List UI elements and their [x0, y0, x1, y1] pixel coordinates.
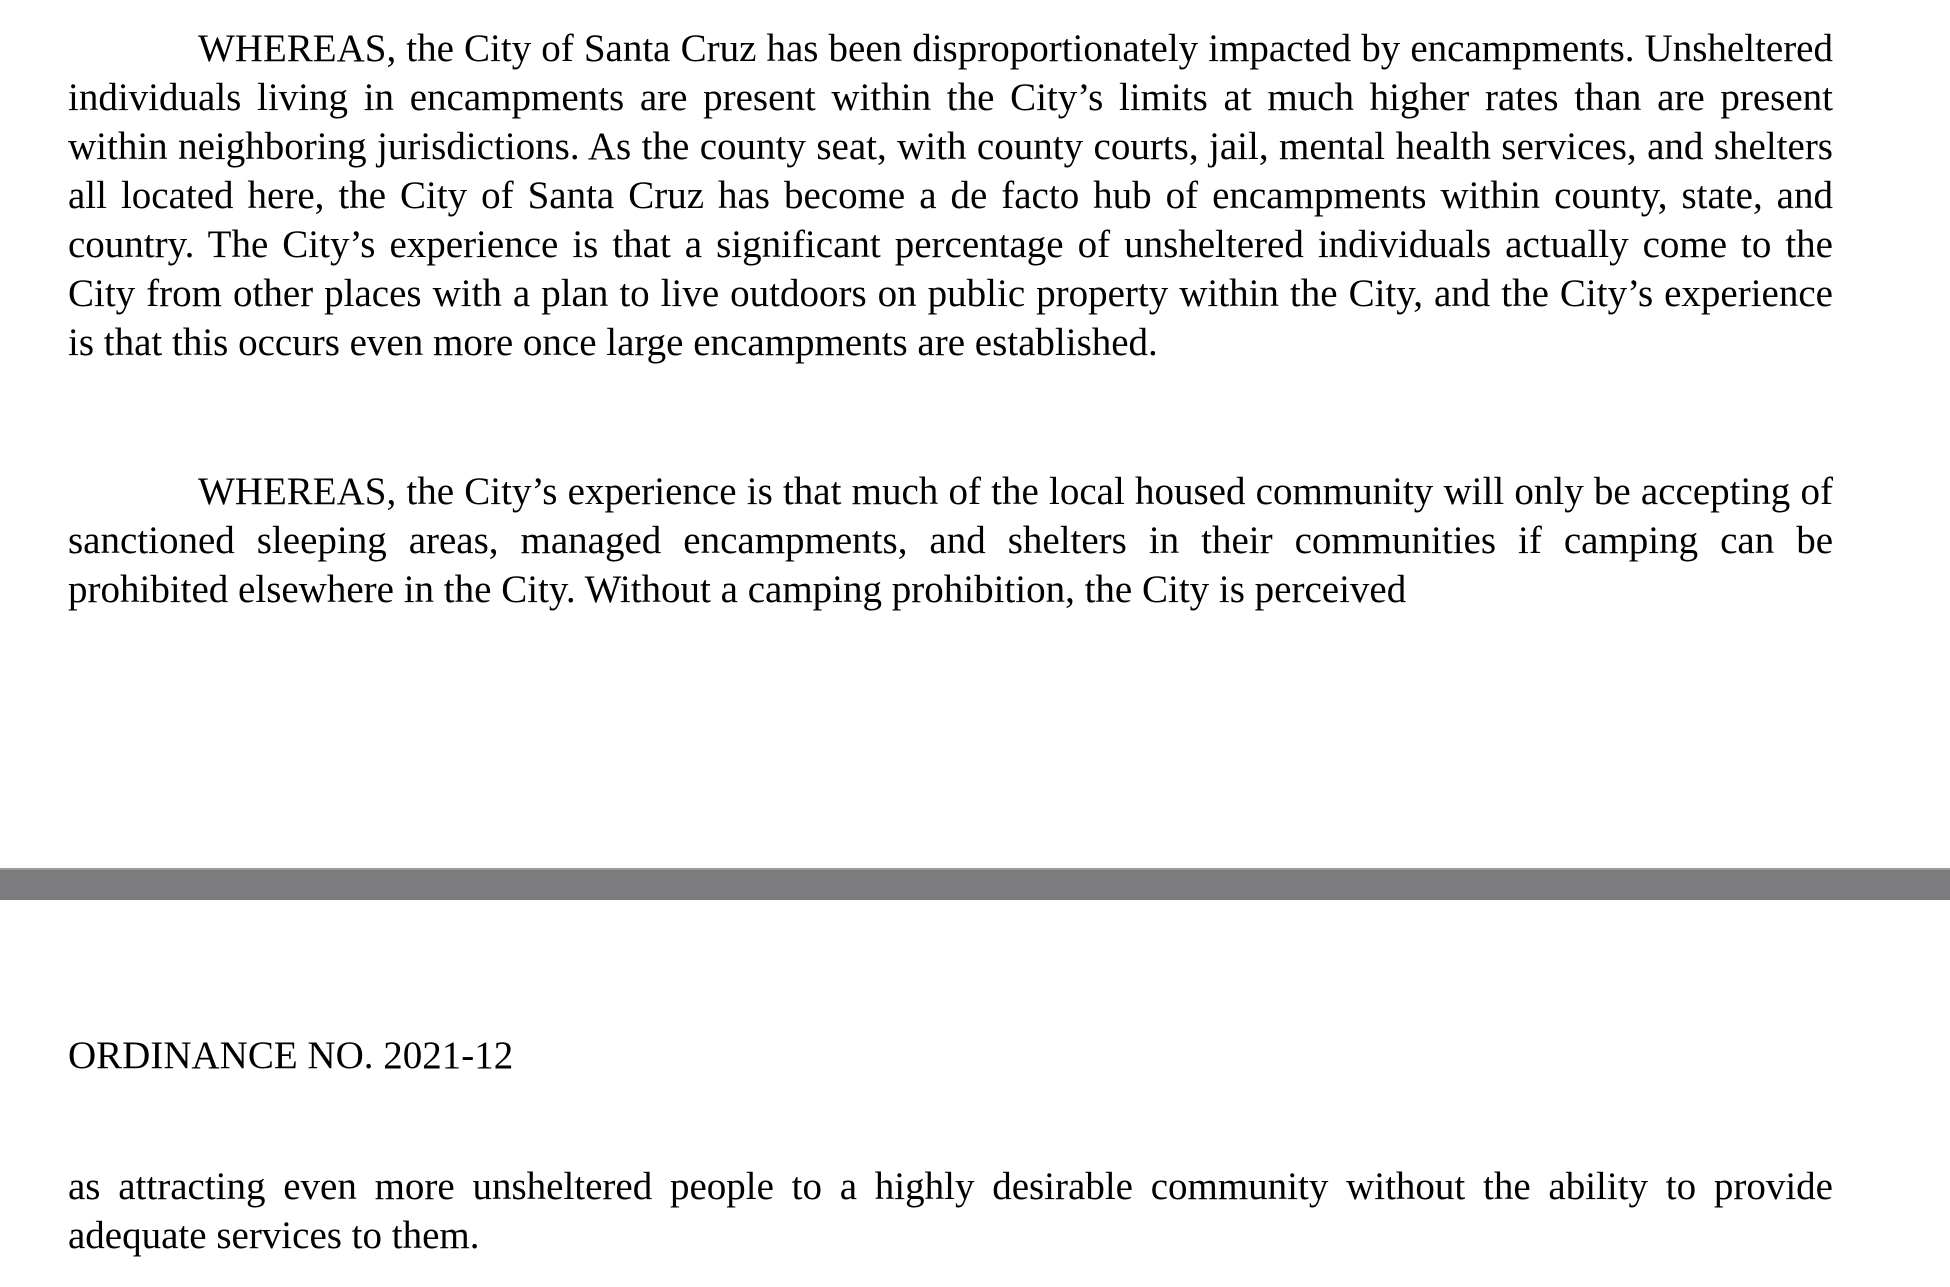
whereas-paragraph-encampments: WHEREAS, the City of Santa Cruz has been disproportionately impacted by encampments. Unsheltered individuals living in encampments are present within the City’s limits at much higher rates than are present within neighboring jurisdictions. As the county seat, with county courts, jail, mental health services, and shelters all located here, the City of Santa Cruz has become a de facto hub of encampments within county, state, and country. The City’s experience is that a significant percentage of unsheltered individuals actually come to the City from other places with a plan to live outdoors on public property within the City, and the City’s experience is that this occurs even more once large encampments are established.: [68, 27, 1833, 364]
continued-paragraph: as attracting even more unsheltered people to a highly desirable community without the ability to provide adequate services to them.: [68, 1165, 1833, 1257]
page-break-divider: [0, 868, 1950, 900]
ordinance-number-header: ORDINANCE NO. 2021-12: [68, 1034, 514, 1077]
whereas-paragraph-community: WHEREAS, the City’s experience is that much of the local housed community will only be accepting of sanctioned sleeping areas, managed encampments, and shelters in their communities if camping can be prohibited elsewhere in the City. Without a camping prohibition, the City is perceived: [68, 470, 1833, 611]
document-page-2: [0, 900, 1950, 1287]
